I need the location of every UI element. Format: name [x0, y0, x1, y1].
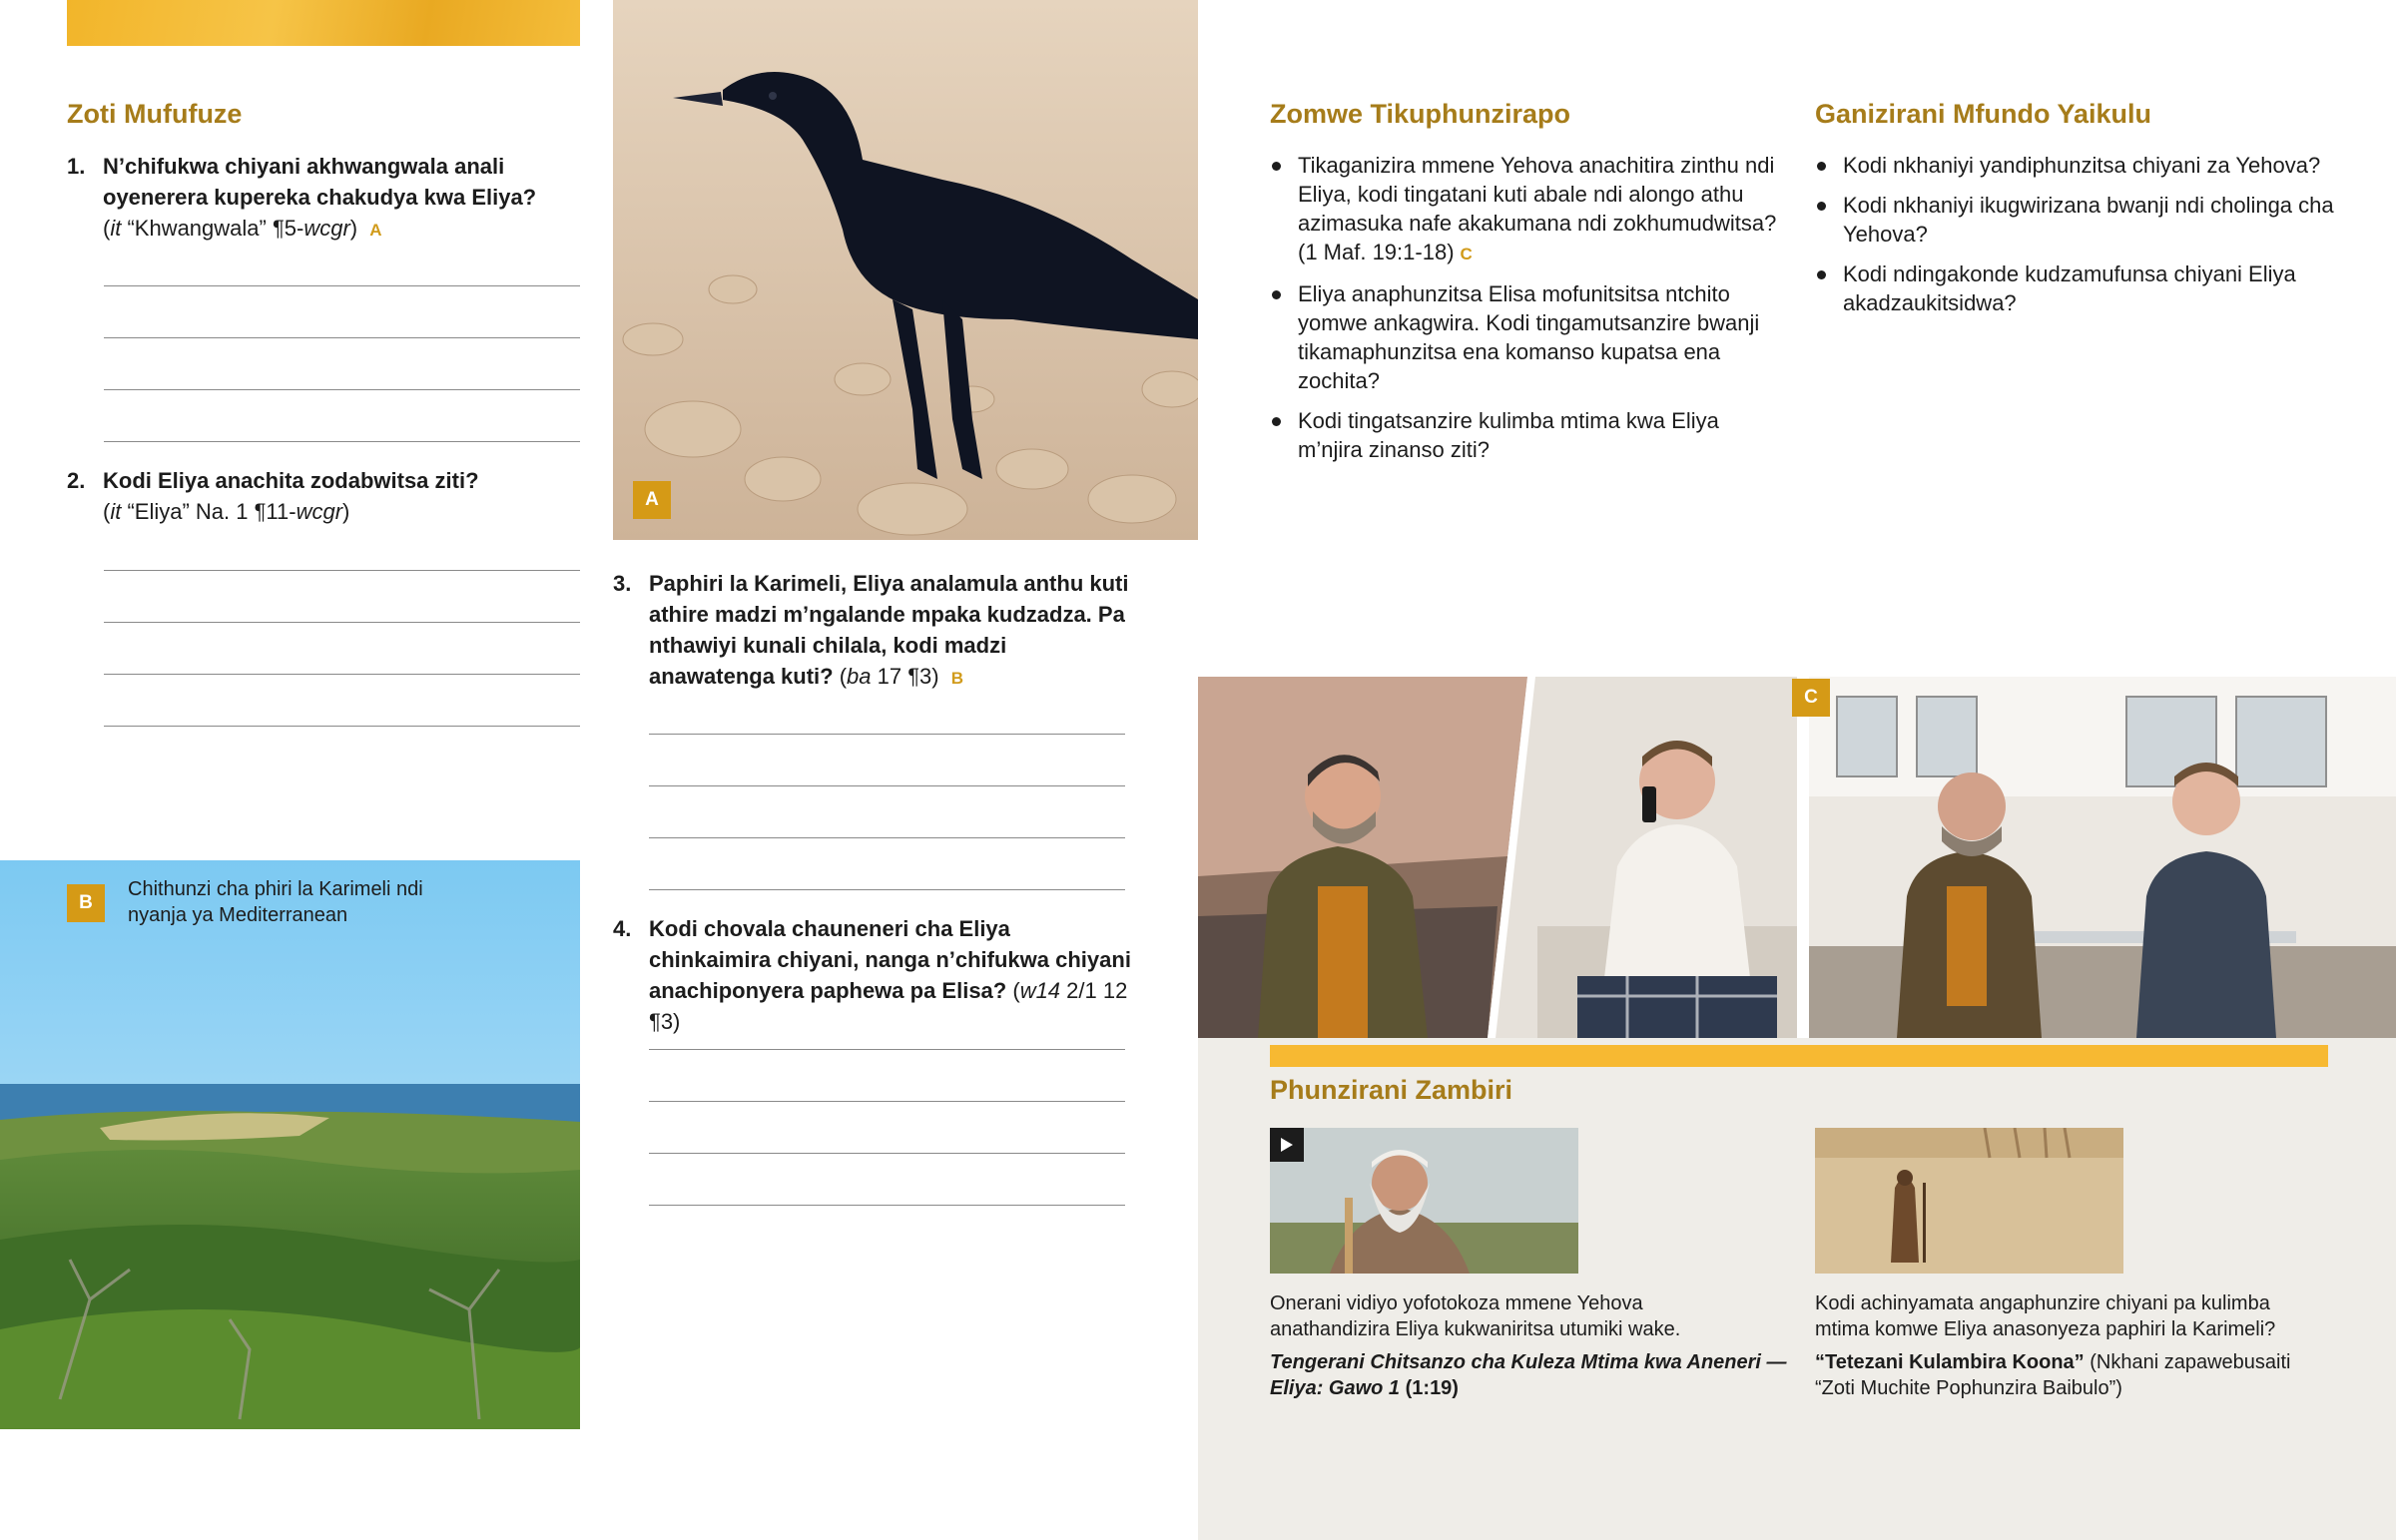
think-list — [1815, 151, 2334, 328]
article-title-text: “Tetezani Kulambira Koona” — [1815, 1351, 2085, 1373]
question-4 — [613, 913, 1132, 1037]
answer-line[interactable] — [649, 1153, 1125, 1154]
learn-more-panel — [1198, 1038, 2396, 1540]
video-duration: (1:19) — [1400, 1377, 1459, 1399]
question-2-ref: (it “Eliya” Na. 1 ¶11-wcgr) — [103, 499, 350, 524]
answer-line[interactable] — [104, 389, 580, 390]
think-item: Kodi nkhaniyi ikugwirizana bwanji ndi cholinga cha Yehova? — [1815, 191, 2334, 249]
video-title-text: Tengerani Chitsanzo cha Kuleza Mtima kwa Aneneri —Eliya: Gawo 1 — [1270, 1351, 1787, 1399]
video-thumbnail[interactable] — [1270, 1128, 1578, 1274]
answer-line[interactable] — [649, 889, 1125, 890]
question-1-number: 1. — [67, 154, 86, 179]
think-item: Kodi ndingakonde kudzamufunsa chiyani Eliya akadzaukitsidwa? — [1815, 259, 2334, 317]
section-heading-learn-more: Phunzirani Zambiri — [1270, 1075, 1513, 1105]
answer-line[interactable] — [649, 1101, 1125, 1102]
section-heading-think: Ganizirani Mfundo Yaikulu — [1815, 99, 2152, 129]
photo-a-badge: A — [633, 481, 671, 519]
question-3-text: Paphiri la Karimeli, Eliya analamula anthu kuti athire madzi m’ngalande mpaka kudzadza. Pa nthawiyi kunali chilala, kodi madzi anawatenga kuti? — [649, 571, 1129, 689]
video-description: Onerani vidiyo yofotokoza mmene Yehova anathandizira Eliya kukwaniritsa utumiki wake. — [1270, 1292, 1681, 1340]
play-icon[interactable] — [1270, 1128, 1304, 1162]
question-3-ref: (ba 17 ¶3) — [833, 664, 939, 689]
photo-ref-b: B — [950, 669, 964, 688]
question-2-number: 2. — [67, 468, 86, 493]
question-3-number: 3. — [613, 571, 632, 596]
article-description: Kodi achinyamata angaphunzire chiyani pa kulimba mtima komwe Eliya anasonyeza paphiri la Karimeli? — [1815, 1292, 2276, 1340]
friends-illustration — [1198, 677, 2396, 1038]
answer-line[interactable] — [649, 785, 1125, 786]
play-triangle-icon — [1280, 1137, 1294, 1153]
prophet-illustration — [1270, 1128, 1578, 1274]
photo-b-caption: Chithunzi cha phiri la Karimeli ndi nyanja ya Mediterranean — [128, 878, 423, 926]
answer-line[interactable] — [104, 726, 580, 727]
photo-friends-phone-cafe — [1198, 677, 2396, 1038]
question-4-text: Kodi chovala chauneneri cha Eliya chinkaimira chiyani, nanga n’chifukwa chiyani anachiponyera paphewa pa Elisa? — [649, 916, 1131, 1003]
answer-line[interactable] — [104, 570, 580, 571]
lesson-item: Kodi tingatsanzire kulimba mtima kwa Eliya m’njira zinanso ziti? — [1270, 406, 1779, 464]
answer-line[interactable] — [649, 1205, 1125, 1206]
raven-illustration — [613, 0, 1198, 540]
answer-line[interactable] — [104, 285, 580, 286]
answer-line[interactable] — [649, 734, 1125, 735]
lessons-list — [1270, 151, 1779, 475]
photo-ref-a: A — [369, 221, 382, 240]
photo-mount-carmel — [0, 860, 580, 1429]
question-1-text: N’chifukwa chiyani akhwangwala anali oyenerera kupereka chakudya kwa Eliya? — [103, 154, 537, 210]
top-gold-band — [67, 0, 580, 46]
answer-line[interactable] — [649, 1049, 1125, 1050]
sandy-path-illustration — [1815, 1128, 2123, 1274]
section-heading-lessons: Zomwe Tikuphunzirapo — [1270, 99, 1571, 129]
question-2 — [67, 465, 580, 527]
photo-raven — [613, 0, 1198, 540]
photo-c-badge: C — [1792, 679, 1830, 717]
answer-line[interactable] — [104, 674, 580, 675]
section-heading-zoti-mufufuze: Zoti Mufufuze — [67, 99, 243, 129]
photo-ref-c: C — [1460, 245, 1473, 263]
question-2-text: Kodi Eliya anachita zodabwitsa ziti? — [103, 468, 479, 493]
article-thumbnail[interactable] — [1815, 1128, 2123, 1274]
answer-line[interactable] — [104, 441, 580, 442]
lesson-item: Tikaganizira mmene Yehova anachitira zinthu ndi Eliya, kodi tingatani kuti abale ndi alongo athu azimasuka nafe akakumana ndi zokhumudwitsa? (1 Maf. 19:1-18) C — [1270, 151, 1779, 268]
answer-line[interactable] — [104, 337, 580, 338]
learn-more-yellow-bar — [1270, 1045, 2328, 1067]
article-title[interactable] — [1815, 1349, 2334, 1401]
video-title[interactable] — [1270, 1349, 1789, 1401]
think-item: Kodi nkhaniyi yandiphunzitsa chiyani za Yehova? — [1815, 151, 2334, 180]
question-1 — [67, 151, 580, 246]
article-note: (Nkhani zapawebusaiti “Zoti Muchite Pophunzira Baibulo”) — [1815, 1351, 2291, 1399]
question-4-number: 4. — [613, 916, 632, 941]
mount-carmel-illustration — [0, 860, 580, 1429]
answer-line[interactable] — [649, 837, 1125, 838]
lesson-item: Eliya anaphunzitsa Elisa mofunitsitsa ntchito yomwe ankagwira. Kodi tingamutsanzire bwanji tikamaphunzitsa ena komanso kupatsa ena zochita? — [1270, 279, 1779, 395]
photo-b-badge: B — [67, 884, 105, 922]
question-3 — [613, 568, 1132, 694]
question-1-ref: (it “Khwangwala” ¶5-wcgr) — [103, 216, 358, 241]
question-4-ref: (w14 2/1 12 ¶3) — [649, 978, 1128, 1034]
answer-line[interactable] — [104, 622, 580, 623]
